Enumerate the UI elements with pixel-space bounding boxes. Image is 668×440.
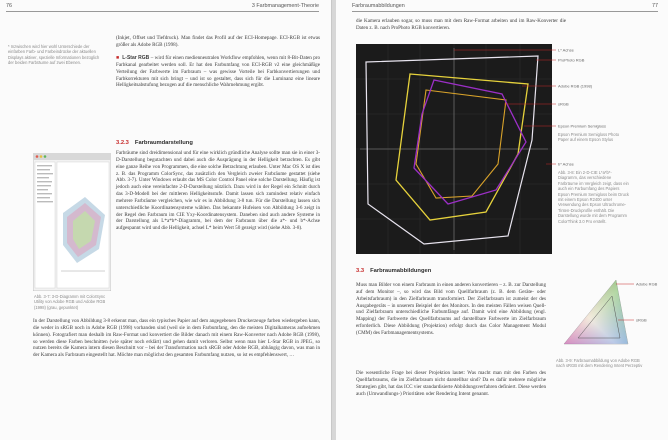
triangle-label-adobe: Adobe RGB [636, 281, 658, 287]
triangle-diagram [554, 274, 662, 352]
triangle-caption: Abb. 3-9: Farbraumabbildung von Adobe RGB nach sRGB mit dem Rendering Intent Perzeptiv [556, 358, 643, 369]
paragraph: Die wesentliche Frage bei dieser Projektion lautet: Was macht man mit den Farben des Quellfarbraums, die im Zielfarbraum nicht darstellbar sind? Da es dafür mehrere mögliche Strategien gibt, hat das ICC vier standardisierte Abbildungsverfahren definiert. Diese werden auch (Umwandlungs-) Prioritäten oder Rendering Intent genannt. [356, 370, 546, 397]
bullet-text: wird für einen medienneutralen Workflow empfohlen, wenn mit 8-Bit-Daten pro Farbkanal gearbeitet werden soll. Er hat den Farbumfang von ECI-RGB v2 eine gleichmäßige Verteilung der Farbwerte im Farbraum – was gewisse Vorteile bei Farbkonvertierungen und Farbkorrekturen mit sich bringt – und ist so gestaltet, dass sich für die Luminanz eine lineare Helligkeitsabstufung bezogen auf die menschliche Wahrnehmung ergibt. [116, 55, 320, 89]
page-number: 76 [6, 3, 12, 9]
running-head-right [352, 0, 658, 12]
chart-label-adobe: Adobe RGB (1998) [558, 83, 593, 89]
bullet-title: L-Star RGB [122, 55, 150, 61]
colorsync-figure [33, 153, 111, 291]
paragraph: In der Darstellung von Abbildung 3-8 erkennt man, dass ein typisches Papier auf dem angegebenen Druckerzeuge farben wiedergeben kann, die weder in sRGB noch in Adobe RGB (1998) vorhanden sind (weil sie in dem Farbumfang, den die meisten Digitalkameras aufnehmen können). Fotografiert man deshalb im Raw-Format und konvertiert die Bilder danach mit einem Raw-Konverter nach Adobe RGB (1998), so werden diese Farben beschnitten (wie später noch erklärt) und gehen damit verloren. Selbst wenn man hier L-Star RGB in JPEG, so nutzen bereits die Kamera intern diesen Beschnitt vor – bei der Transformation nach sRGB oder Adobe RGB, abhängig davon, was man in der Kamera als Farbraum eingestellt hat. Möchte man möglichst den gesamten Farbumfang nutzen, so ist es empfehlenswert, … [33, 318, 320, 359]
chart-label-prophoto: ProPhoto RGB [558, 57, 585, 63]
chart-label-l-axis: L* Achse [558, 47, 574, 53]
section-title: Farbraumabbildungen [370, 268, 432, 274]
right-page [336, 0, 668, 440]
figure-caption: Abb. 3-7: 3-D-Diagramm mit ColorSync Utility von Adobe RGB und Adobe RGB (1998) (grau, gepunktet) [34, 294, 106, 310]
chart-label-b-axis: b* Achse [558, 161, 574, 167]
section-heading [356, 268, 431, 274]
page-number: 77 [652, 3, 658, 9]
paragraph: Muss man Bilder von einem Farbraum in einen anderen konvertieren – z. B. zur Darstellung auf dem Monitor –, so wird das Bild vom Quellfarbraum (z. B. dem Geräte- oder Arbeitsfarbraum) in den Zielfarbraum transformiert. Der Zielfarbraum ist zumeist der des Ausgabegeräts – in unserem Beispiel der des Monitors. In den meisten Fällen weisen Quell- und Zielfarbraum unterschiedliche Farbumfänge auf. Damit wird eine Abbildung (engl. Mapping) der Farbwerte des Quellfarbraums auf darstellbare Farbwerte im Zielfarbraum erforderlich. Diese Abbildung (Projektion) erfolgt durch das Color Management Modul (CMM) des Farbmanagementsystems. [356, 282, 546, 336]
left-page [0, 0, 332, 440]
colorsync-screenshot [33, 153, 111, 291]
triangle-figure [554, 274, 662, 352]
chart-label-paper-detail: Epson Premium Semigloss Photo Paper auf einem Epson Stylus [558, 132, 619, 143]
running-head-title: 3 Farbmanagement-Theorie [251, 3, 319, 9]
paragraph: die Kamera erlauben sogar, so muss man mit dem Raw-Format arbeiten und im Raw-Konverter die Daten z. B. nach ProPhoto RGB konvertieren. [356, 18, 566, 31]
chart-label-srgb: sRGB [558, 101, 569, 107]
section-number: 3.2.3 [116, 140, 129, 146]
chart-label-paper: Epson Premium Semigloss [558, 123, 607, 129]
section-heading [116, 140, 193, 146]
triangle-label-srgb: sRGB [636, 317, 647, 323]
bullet-icon: ■ [116, 55, 120, 61]
chart-caption: Abb. 3-8: Ein 2-D-CIE L*a*b*-Diagramm, das verschiedene Farbräume im Vergleich zeigt, dass ein auch ein Farbumfang des Papiers Epson Premium Semigloss beim Druck mit einem Epson R2400 unter Verwendung des Epson Ultrachrome-Tinten-Druckprofile enthält. Die Darstellung wurde mit dem Programm ColorThink 3.0 Pro erstellt. [558, 170, 629, 224]
side-caption: * Inzwischen wird hier wohl Unterschiede der einfarben Farb- und Farbeindrücke der aktuellen Displays aktiver, spezielle Informationen bezüglich der beiden Farbräume auf zwei Ebenen. [8, 44, 100, 66]
section-number: 3.3 [356, 268, 365, 274]
paragraph: (Inkjet, Offset und Tiefdruck). Man findet das Profil auf der ECI-Homepage. ECI-RGB ist etwas größer als Adobe RGB (1998). [116, 35, 320, 48]
paragraph: Farbräume sind dreidimensional und für eine wirklich gründliche Analyse sollte man sie in einer 3-D-Darstellung begutachten und dabei auch die Ausprägung in der Helligkeit betrachten. Es gibt eine ganze Reihe von Programmen, die eine solche Betrachtung erlauben. Unter Mac OS X ist dies z. B. das Programm ColorSync, das zusätzlich den Vergleich zweier Farbräume gestattet (siehe Abb. 3-7). Unter Windows erlaubt das MS Color Control Panel eine solche Darstellung. Häufig ist jedoch auch eine vereinfachte 2-D-Darstellung nützlich. Dazu wird in der Regel ein Schnitt durch das 3-D-Modell bei der mittleren Helligkeitsstufe. Damit lassen sich zumindest relativ einfach mehrere Farbräume vergleichen, wie wir es in Abbildung 3-8 tun. Für die Darstellung lassen sich unterschiedliche Koordinatensysteme wählen. Das bekannte Hufeisen von Abbildung 3-6 zeigt in der Regel den Farbraum im CIE Yxy-Koordinatensystem. Daneben sind auch andere Systeme in der Darstellung als L*a*b*-Diagramm, bei dem der Farbraum über die a*- und b*-Achse aufgespannt wird und die Helligkeit, achsel L* beim Wert 50 gezeigt wird (siehe Abb. 3-8). [116, 150, 320, 232]
section-title: Farbraumdarstellung [134, 140, 193, 146]
running-head-title: Farbraumabbildungen [352, 3, 405, 9]
running-head-left [6, 0, 319, 12]
bullet-item: ■ L-Star RGB – wird für einen medienneutralen Workflow empfohlen, wenn mit 8-Bit-Daten pro Farbkanal gearbeitet werden soll. Er hat den Farbumfang von ECI-RGB v2 eine gleichmäßige Verteilung der Farbwerte im Farbraum – was gewisse Vorteile bei Farbkonvertierungen und Farbkorrekturen mit sich bringt – und ist so gestaltet, dass sich für die Luminanz eine lineare Helligkeitsabstufung bezogen auf die menschliche Wahrnehmung ergibt. [116, 55, 320, 89]
